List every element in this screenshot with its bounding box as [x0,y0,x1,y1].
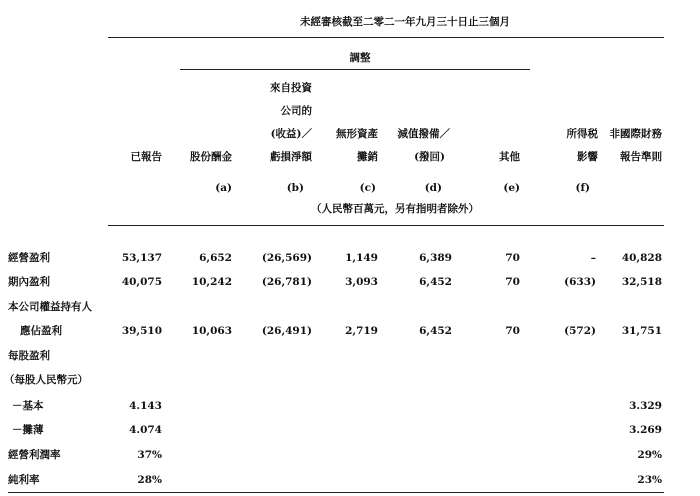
cell-amortization: 1,149 [345,252,378,264]
col-investee-line4: 虧損淨額 [270,151,312,163]
col-investee-line1: 來自投資 [270,82,312,94]
row-label-continuation: 應佔盈利 [20,325,62,337]
note-f: (f) [575,182,590,194]
row-label: 經營利潤率 [8,449,61,461]
cell-reported: 37% [137,449,162,461]
cell-investee: (26,781) [261,276,312,288]
note-e: (e) [503,182,520,194]
cell-nonifrs: 29% [637,449,662,461]
row-label: 經營盈利 [8,252,50,264]
col-investee-line2: 公司的 [280,105,312,117]
adjustments-header: 調整 [349,52,371,64]
row-label: －基本 [12,400,44,412]
cell-nonifrs: 3.269 [629,424,662,436]
row-label: 本公司權益持有人 [8,301,92,313]
cell-others: 70 [505,252,520,264]
cell-reported: 4.143 [129,400,162,412]
cell-tax: (633) [564,276,596,288]
note-c: (c) [359,182,376,194]
cell-tax: (572) [564,325,596,337]
row-label: 每股盈利 [8,350,50,362]
cell-reported: 28% [137,474,162,486]
cell-share-comp: 10,242 [191,276,232,288]
col-impairment-line1: 減值撥備／ [397,128,450,140]
cell-nonifrs: 23% [637,474,662,486]
header-bottom-rule [108,225,664,226]
col-impairment-line2: (撥回) [414,151,445,163]
cell-share-comp: 10,063 [191,325,232,337]
cell-others: 70 [505,325,520,337]
cell-reported: 53,137 [121,252,162,264]
cell-amortization: 2,719 [345,325,378,337]
note-b: (b) [286,182,304,194]
col-share-comp: 股份酬金 [190,151,232,163]
col-amortization-line2: 攤銷 [357,151,378,163]
cell-others: 70 [505,276,520,288]
cell-impairment: 6,389 [419,252,452,264]
cell-share-comp: 6,652 [199,252,232,264]
row-label: －攤薄 [12,424,44,436]
cell-investee: (26,569) [261,252,312,264]
row-label: 純利率 [8,474,40,486]
cell-nonifrs: 31,751 [621,325,662,337]
col-investee-line3: (收益)／ [270,128,312,140]
col-others: 其他 [499,151,520,163]
row-label: 期內盈利 [8,276,50,288]
cell-impairment: 6,452 [419,325,452,337]
col-tax-line2: 影響 [577,151,598,163]
col-tax-line1: 所得税 [566,128,598,140]
row-label: （每股人民幣元） [4,374,88,386]
col-nonifrs-line2: 報告準則 [620,151,662,163]
cell-investee: (26,491) [261,325,312,337]
cell-tax: – [590,252,596,264]
cell-nonifrs: 40,828 [621,252,662,264]
table-bottom-rule [8,492,664,493]
cell-reported: 4.074 [129,424,162,436]
unit-note: （人民幣百萬元，另有指明者除外） [311,203,479,215]
adjustments-header-rule [180,69,530,70]
cell-reported: 40,075 [121,276,162,288]
col-reported: 已報告 [130,151,162,163]
note-d: (d) [424,182,442,194]
cell-nonifrs: 3.329 [629,400,662,412]
cell-reported: 39,510 [121,325,162,337]
cell-impairment: 6,452 [419,276,452,288]
col-amortization-line1: 無形資產 [336,128,378,140]
cell-amortization: 3,093 [345,276,378,288]
col-nonifrs-line1: 非國際財務 [609,128,662,140]
period-header: 未經審核截至二零二一年九月三十日止三個月 [300,16,510,28]
cell-nonifrs: 32,518 [621,276,662,288]
note-a: (a) [215,182,232,194]
period-header-rule [108,37,664,38]
